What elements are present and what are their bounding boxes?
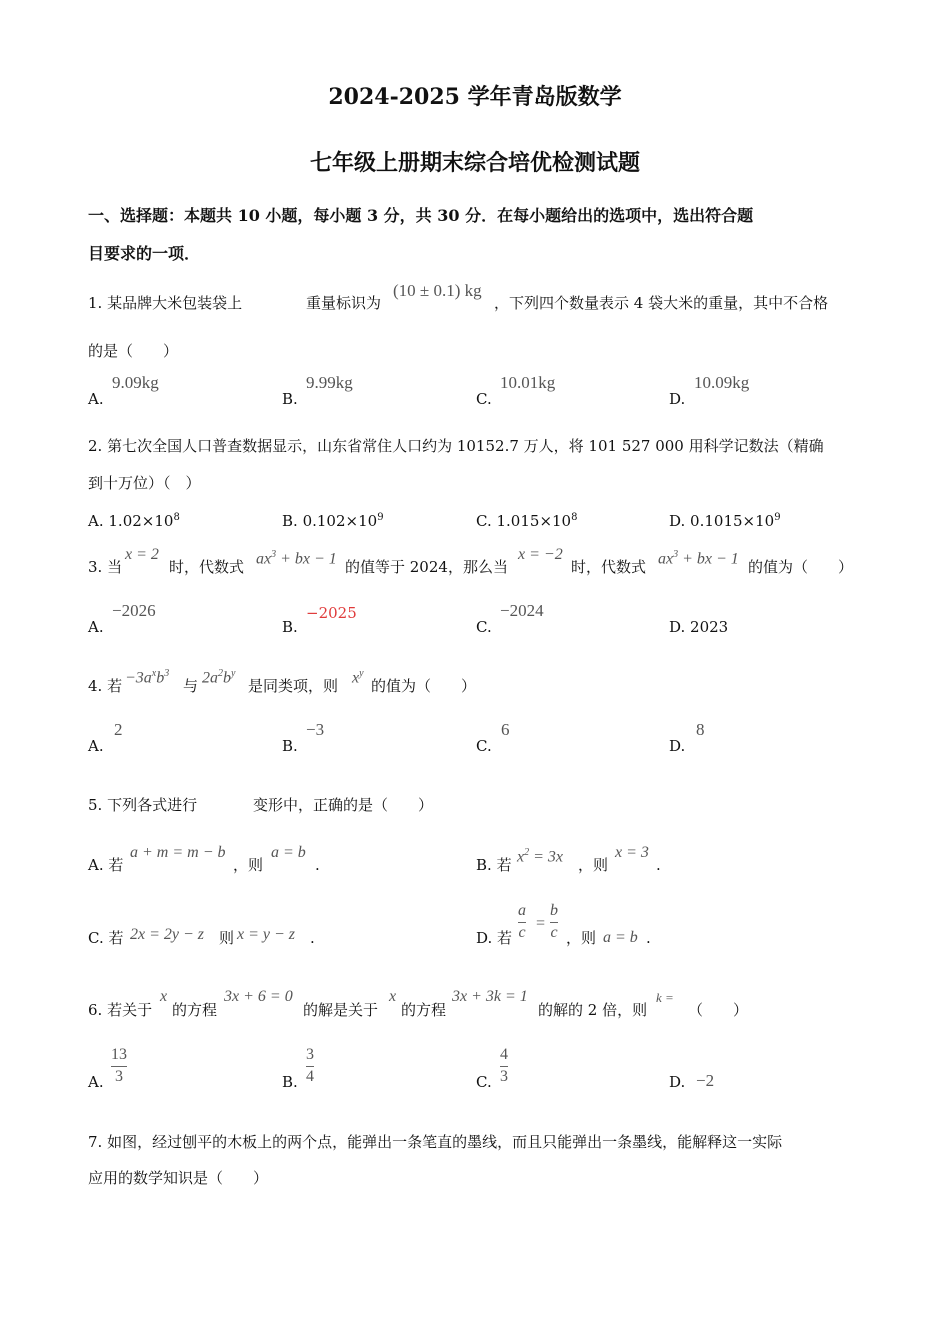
q4-text-part4: 的值为（ ）	[371, 677, 477, 695]
q6-text-part5: 的解的 2 倍，则	[538, 1001, 648, 1019]
q2-option-a: A. $1.02\times 10^8$	[88, 512, 180, 530]
q3-text-part4: 时，代数式	[571, 558, 647, 576]
q5-option-b-result: x = 3	[615, 844, 649, 861]
q1-option-letter: A.	[88, 390, 104, 408]
q6-math-eq2: 3x + 3k = 1	[452, 988, 528, 1005]
q6-option-c-fraction: 4 3	[500, 1046, 508, 1085]
q3-math-x-eq-neg2: x = −2	[518, 546, 563, 563]
q6-text-part1: 6. 若关于	[88, 1001, 153, 1019]
q3-option-value: −2025	[306, 604, 357, 622]
q6-math-k: k =	[656, 990, 674, 1005]
q3-option-d: D. 2023	[669, 618, 729, 636]
doc-title-line1: 2024-2025 学年青岛版数学	[328, 84, 622, 110]
q5-option-c-end: .	[310, 929, 315, 947]
q5-option-b-label: B. 若	[476, 856, 512, 874]
q6-math-x-2: x	[389, 988, 397, 1005]
q5-option-a-label: A. 若	[88, 856, 124, 874]
q5-option-b-then: ，则	[578, 856, 609, 874]
q2-text-line2: 到十万位）（ ）	[88, 474, 201, 492]
q6-text-part6: （ ）	[688, 1001, 749, 1019]
q1-text-part3: ，下列四个数量表示 4 袋大米的重量，其中不合格	[494, 294, 829, 312]
q5-option-a-cond: a + m = m − b	[130, 844, 226, 861]
q2-option-c: C. $1.015\times 10^8$	[476, 512, 578, 530]
q5-option-a-then: ，则	[233, 856, 264, 874]
q5-option-d-then: ，则	[566, 929, 597, 947]
q5-option-d-label: D. 若	[476, 929, 513, 947]
q3-text-part2: 时，代数式	[169, 558, 245, 576]
q1-text-part2: 重量标识为	[306, 294, 382, 312]
q1-option-value: 10.01kg	[500, 373, 556, 392]
q5-option-d-fraction-b-over-c: b c	[550, 902, 558, 941]
q3-option-letter: C.	[476, 618, 492, 636]
q3-option-letter: A.	[88, 618, 104, 636]
q3-math-expr: $ax^3$ + bx − 1	[256, 549, 337, 568]
q5-text-part1: 5. 下列各式进行	[88, 796, 198, 814]
q3-text-part1: 3. 当	[88, 558, 123, 576]
q3-option-value: −2024	[500, 601, 544, 620]
q3-option-letter: B.	[282, 618, 298, 636]
q5-option-d-result: a = b	[603, 929, 638, 946]
section-heading-line1: 一、选择题：本题共 10 小题，每小题 3 分，共 30 分．在每小题给出的选项中，选出符合题	[88, 206, 754, 225]
q4-option-letter: B.	[282, 737, 298, 755]
q6-text-part3: 的解是关于	[303, 1001, 379, 1019]
q6-text-part4: 的方程	[401, 1001, 447, 1019]
q4-option-value: 2	[114, 720, 123, 739]
q1-text-line2: 的是（ ）	[88, 342, 179, 360]
q4-option-value: 8	[696, 720, 705, 739]
q4-math-term1: $-3a^xb^3$	[125, 668, 170, 687]
q6-option-d-value: −2	[696, 1071, 715, 1090]
q7-text-line1: 7. 如图，经过刨平的木板上的两个点，能弹出一条笔直的墨线，而且只能弹出一条墨线，能解释这一实际	[88, 1133, 783, 1151]
q5-option-c-label: C. 若	[88, 929, 124, 947]
q3-math-x-eq-2: x = 2	[125, 546, 159, 563]
q6-option-letter: D.	[669, 1073, 686, 1091]
q2-option-d: D. $0.1015\times 10^9$	[669, 512, 781, 530]
q1-option-value: 9.09kg	[112, 373, 159, 392]
q1-tolerance-math: (10 ± 0.1) kg	[393, 281, 482, 300]
q5-option-d-fraction-a-over-c: a c	[518, 902, 526, 941]
q1-option-value: 10.09kg	[694, 373, 750, 392]
q3-math-expr-2: $ax^3$ + bx − 1	[658, 549, 739, 568]
q5-option-d-end: .	[646, 929, 651, 947]
q6-option-letter: C.	[476, 1073, 492, 1091]
q3-text-part5: 的值为（ ）	[748, 558, 854, 576]
q6-option-letter: B.	[282, 1073, 298, 1091]
q5-option-d-equals: =	[535, 915, 546, 932]
doc-title-line2: 七年级上册期末综合培优检测试题	[309, 150, 640, 176]
q3-text-part3: 的值等于 2024，那么当	[345, 558, 508, 576]
q5-option-a-end: .	[315, 856, 320, 874]
q1-option-letter: B.	[282, 390, 298, 408]
q3-option-value: −2026	[112, 601, 156, 620]
q5-option-c-then: 则	[219, 929, 235, 947]
q6-math-eq1: 3x + 6 = 0	[224, 988, 293, 1005]
q1-option-letter: D.	[669, 390, 686, 408]
section-heading-line2: 目要求的一项．	[88, 244, 201, 263]
q2-text-line1: 2. 第七次全国人口普查数据显示，山东省常住人口约为 10152.7 万人，将 101 527 000 用科学记数法（精确	[88, 437, 824, 455]
q6-option-a-fraction: 13 3	[111, 1046, 127, 1085]
q5-option-b-end: .	[656, 856, 661, 874]
q6-text-part2: 的方程	[172, 1001, 218, 1019]
q4-option-letter: D.	[669, 737, 686, 755]
q4-text-part2: 与	[183, 677, 199, 695]
q4-option-letter: A.	[88, 737, 104, 755]
q4-text-part1: 4. 若	[88, 677, 123, 695]
q7-text-line2: 应用的数学知识是（ ）	[88, 1169, 269, 1187]
q1-option-letter: C.	[476, 390, 492, 408]
q6-option-letter: A.	[88, 1073, 104, 1091]
q6-option-b-fraction: 3 4	[306, 1046, 314, 1085]
q5-option-a-result: a = b	[271, 844, 306, 861]
q5-option-c-cond: 2x = 2y − z	[130, 926, 205, 943]
q4-option-letter: C.	[476, 737, 492, 755]
q1-option-value: 9.99kg	[306, 373, 353, 392]
q4-math-xy: $x^y$	[352, 668, 364, 687]
q1-text-part1: 1. 某品牌大米包装袋上	[88, 294, 243, 312]
q6-math-x: x	[160, 988, 168, 1005]
q4-option-value: 6	[501, 720, 510, 739]
q4-math-term2: $2a^2b^y$	[202, 668, 236, 687]
q4-text-part3: 是同类项，则	[248, 677, 339, 695]
q5-text-part2: 变形中，正确的是（ ）	[253, 796, 434, 814]
q5-option-c-result: x = y − z	[237, 926, 296, 943]
q2-option-b: B. $0.102\times 10^9$	[282, 512, 384, 530]
q4-option-value: −3	[306, 720, 325, 739]
q5-option-b-cond: $x^2 = 3x$	[517, 847, 564, 866]
